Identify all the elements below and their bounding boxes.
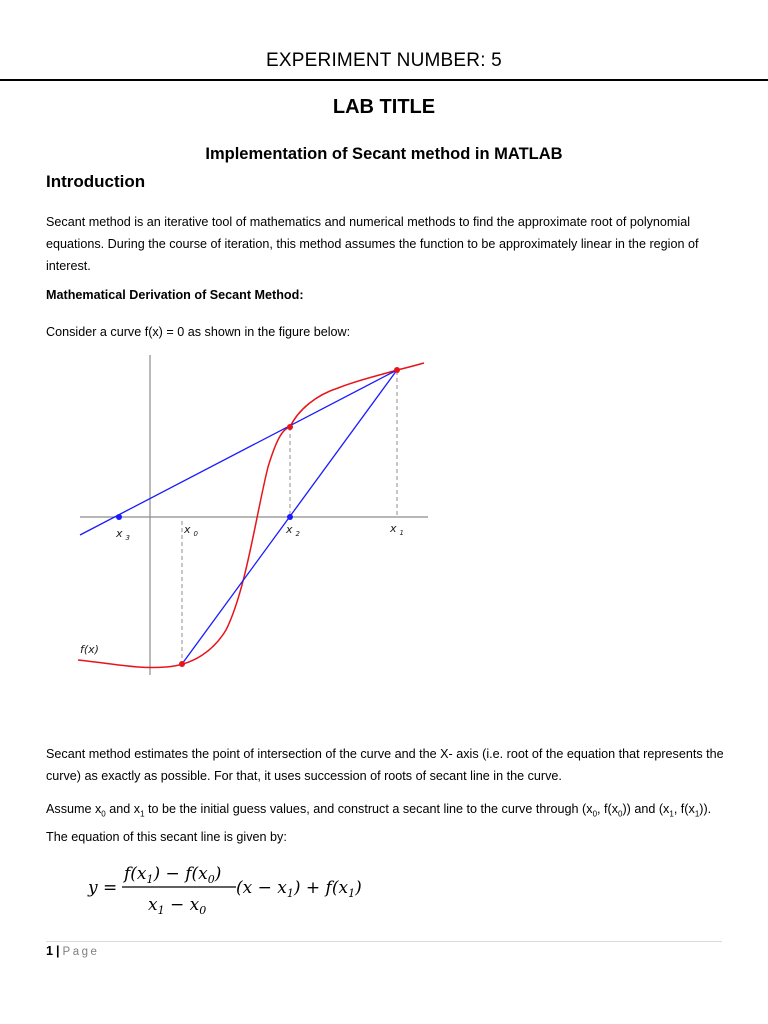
secant-line-x3-x1 xyxy=(80,370,397,535)
lab-title: LAB TITLE xyxy=(332,96,436,118)
equation-numerator: $f(x_1) - f(x_0)$ xyxy=(124,864,222,886)
assume-paragraph: Assume $x_0$ and $x_1$ to be the initial guess values, and construct a secant line to the curve through ($x_0$, $f(x_0)$) and ($x_1$, $f(x_1)$). The equation of this secant line is given by: xyxy=(46,802,712,844)
secant-method-figure xyxy=(76,355,436,685)
page-label: Page xyxy=(62,946,100,958)
estimates-paragraph: Secant method estimates the point of intersection of the curve and the X- axis (i.e. root of the equation that represents the curve) as exactly as possible. For that, it uses succession of roots of secant line in the curve. xyxy=(46,747,724,783)
introduction-paragraph: Secant method is an iterative tool of mathematics and numerical methods to find the approximate root of polynomial equations. During the course of iteration, this method assumes the function to be approximately linear in the region of interest. xyxy=(46,215,699,273)
point-f-x0 xyxy=(179,661,185,667)
equation-lhs: y = xyxy=(88,878,118,898)
page-footer xyxy=(46,944,99,958)
equation-rhs: $(x - x_1) + f(x_1)$ xyxy=(236,878,362,900)
point-x2 xyxy=(287,514,293,520)
point-f-x2 xyxy=(287,424,293,430)
equation-denominator: $x_1 - x_0$ xyxy=(148,895,207,917)
derivation-heading: Mathematical Derivation of Secant Method: xyxy=(46,288,304,302)
header-rule xyxy=(0,79,768,81)
footer-separator: | xyxy=(56,944,60,958)
point-f-x1 xyxy=(394,367,400,373)
label-x0: x $_0$ xyxy=(184,523,198,538)
consider-paragraph: Consider a curve f(x) = 0 as shown in the figure below: xyxy=(46,325,351,339)
label-x3: x $_3$ xyxy=(116,527,130,542)
function-curve xyxy=(78,363,424,667)
point-x3 xyxy=(116,514,122,520)
footer-rule xyxy=(46,941,722,942)
label-x1: x $_1$ xyxy=(390,522,404,537)
label-fx: f(x) xyxy=(80,643,99,656)
label-x2: x $_2$ xyxy=(286,523,300,538)
page-number: 1 xyxy=(46,944,54,958)
experiment-header: EXPERIMENT NUMBER: 5 xyxy=(266,50,502,71)
secant-line-equation xyxy=(84,852,404,924)
lab-subtitle: Implementation of Secant method in MATLAB xyxy=(205,145,563,163)
introduction-heading: Introduction xyxy=(46,172,146,191)
